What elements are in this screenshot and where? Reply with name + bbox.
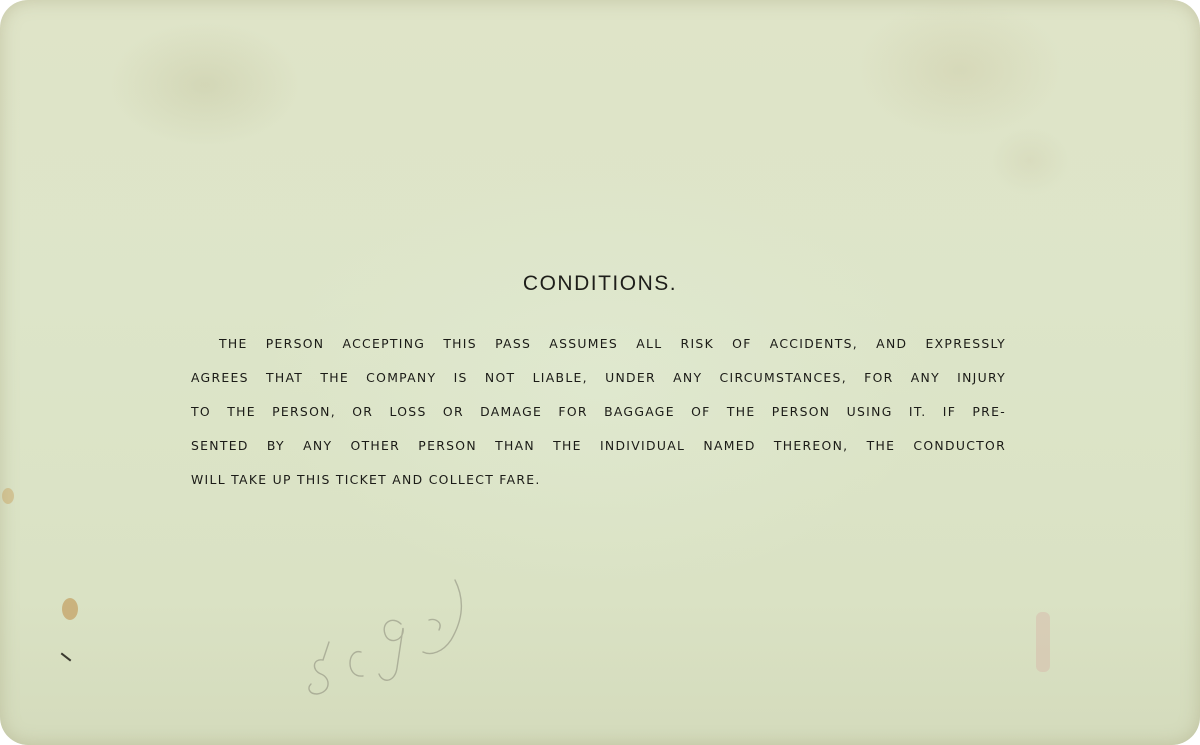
edge-stain xyxy=(2,488,14,504)
rust-stain xyxy=(62,598,78,620)
paragraph-line: THE PERSON ACCEPTING THIS PASS ASSUMES ALL RISK OF ACCIDENTS, AND EXPRESSLY xyxy=(219,336,1006,351)
pencil-annotation xyxy=(305,560,505,700)
paragraph-line: AGREES THAT THE COMPANY IS NOT LIABLE, UNDER ANY CIRCUMSTANCES, FOR ANY INJURY xyxy=(191,370,1006,385)
ink-scratch xyxy=(61,653,72,662)
paragraph-line: WILL TAKE UP THIS TICKET AND COLLECT FARE. xyxy=(191,472,541,487)
conditions-title: CONDITIONS. xyxy=(522,272,678,295)
conditions-paragraph xyxy=(191,333,1006,503)
paragraph-line: SENTED BY ANY OTHER PERSON THAN THE INDIVIDUAL NAMED THEREON, THE CONDUCTOR xyxy=(191,438,1006,453)
pink-smudge xyxy=(1036,612,1050,672)
paragraph-line: TO THE PERSON, OR LOSS OR DAMAGE FOR BAGGAGE OF THE PERSON USING IT. IF PRE- xyxy=(191,404,1006,419)
